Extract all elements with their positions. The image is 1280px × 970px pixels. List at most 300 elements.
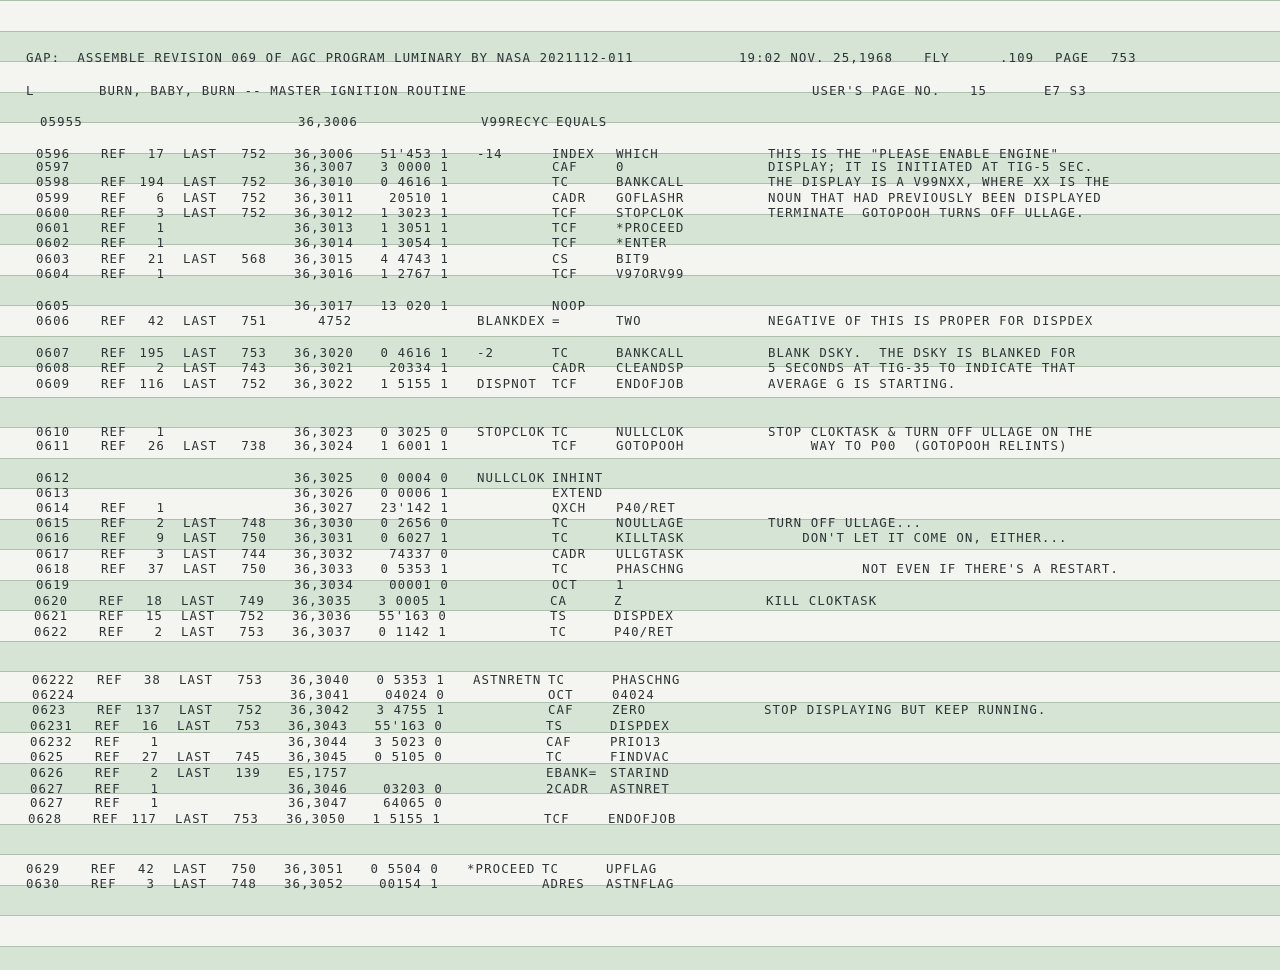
cell-r2: 37 [147, 561, 165, 576]
cell-r4: 738 [241, 438, 267, 453]
cell-r4: 751 [241, 313, 267, 328]
cell-octal: 00001 0 [389, 577, 449, 592]
band-rule [0, 458, 1280, 459]
cell-r1: REF [93, 811, 119, 826]
cell-r2: 2 [154, 624, 163, 639]
cell-r3: LAST [183, 174, 218, 189]
cell-octal: 04024 0 [385, 687, 445, 702]
cell-octal: 0 4616 1 [380, 345, 449, 360]
listing-row [0, 485, 1280, 501]
header-title: GAP: ASSEMBLE REVISION 069 OF AGC PROGRAM LUMINARY BY NASA 2021112-011 [26, 50, 634, 65]
cell-addr: 36,3044 [288, 734, 348, 749]
cell-line: 06232 [30, 734, 73, 749]
cell-r4: 139 [235, 765, 261, 780]
band-rule [0, 0, 1280, 1]
cell-operand: BANKCALL [616, 174, 685, 189]
cell-op: TC [548, 672, 566, 687]
cell-comment: THIS IS THE "PLEASE ENABLE ENGINE" [768, 146, 1060, 161]
cell-addr: 4752 [318, 313, 353, 328]
cell-r3: LAST [183, 205, 218, 220]
cell-op: TC [552, 424, 570, 439]
cell-octal: 3 5023 0 [374, 734, 443, 749]
header-section: L [26, 83, 35, 98]
cell-r2: 1 [150, 781, 159, 796]
cell-r4: 750 [241, 530, 267, 545]
cell-line: 0599 [36, 190, 71, 205]
cell-r3: LAST [183, 360, 218, 375]
cell-r4: 748 [231, 876, 257, 891]
cell-r3: LAST [177, 765, 212, 780]
cell-operand: PHASCHNG [616, 561, 685, 576]
cell-r2: 17 [147, 146, 165, 161]
cell-label: V99RECYC [481, 114, 550, 129]
cell-r2: 116 [139, 376, 165, 391]
cell-r2: 194 [139, 174, 165, 189]
cell-op: = [552, 313, 561, 328]
cell-addr: 36,3036 [292, 608, 352, 623]
cell-op: TC [552, 530, 570, 545]
cell-r4: 748 [241, 515, 267, 530]
listing-row [0, 876, 1280, 892]
cell-op: TS [550, 608, 568, 623]
listing-row [0, 718, 1280, 734]
cell-r1: REF [101, 235, 127, 250]
listing-row [0, 765, 1280, 781]
cell-operand: NOULLAGE [616, 515, 685, 530]
header-mode: FLY [924, 50, 950, 65]
cell-addr: 36,3035 [292, 593, 352, 608]
listing-row [0, 313, 1280, 329]
cell-r1: REF [95, 749, 121, 764]
cell-operand: GOTOPOOH [616, 438, 685, 453]
cell-addr: 36,3024 [294, 438, 354, 453]
cell-r4: 753 [239, 624, 265, 639]
cell-op: TC [552, 515, 570, 530]
cell-addr: 36,3031 [294, 530, 354, 545]
cell-octal: 0 5105 0 [374, 749, 443, 764]
cell-addr: 36,3045 [288, 749, 348, 764]
cell-operand: DISPDEX [614, 608, 674, 623]
cell-r4: 568 [241, 251, 267, 266]
cell-comment: TURN OFF ULLAGE... [768, 515, 923, 530]
cell-octal: 1 2767 1 [380, 266, 449, 281]
cell-r3: LAST [183, 313, 218, 328]
cell-octal: 1 3023 1 [380, 205, 449, 220]
cell-r2: 1 [156, 235, 165, 250]
cell-op: TCF [544, 811, 570, 826]
cell-octal: 1 3051 1 [380, 220, 449, 235]
listing-row [0, 734, 1280, 750]
listing-row [0, 470, 1280, 486]
cell-line: 0598 [36, 174, 71, 189]
cell-octal: 0 6027 1 [380, 530, 449, 545]
cell-r1: REF [101, 220, 127, 235]
cell-r3: LAST [177, 718, 212, 733]
cell-op: TC [550, 624, 568, 639]
listing-row [0, 593, 1280, 609]
cell-r1: REF [99, 593, 125, 608]
band-rule [0, 915, 1280, 916]
listing-row [0, 687, 1280, 703]
cell-addr: 36,3043 [288, 718, 348, 733]
cell-octal: 0 0004 0 [380, 470, 449, 485]
cell-r3: LAST [183, 561, 218, 576]
cell-r2: 6 [156, 190, 165, 205]
listing-row [0, 749, 1280, 765]
cell-r4: 753 [241, 345, 267, 360]
header-user-page-label: USER'S PAGE NO. [812, 83, 941, 98]
cell-op: TCF [552, 235, 578, 250]
cell-line: 06222 [32, 672, 75, 687]
paper-band [0, 397, 1280, 428]
cell-operand: FINDVAC [610, 749, 670, 764]
cell-octal: 3 0000 1 [380, 159, 449, 174]
cell-addr: 36,3033 [294, 561, 354, 576]
cell-r1: REF [101, 438, 127, 453]
cell-addr: 36,3037 [292, 624, 352, 639]
header-line-2 [0, 83, 1280, 99]
cell-label: -2 [477, 345, 495, 360]
cell-op: TC [552, 174, 570, 189]
cell-r1: REF [97, 672, 123, 687]
cell-line: 0627 [30, 781, 65, 796]
cell-r1: REF [95, 765, 121, 780]
listing-row [0, 345, 1280, 361]
cell-addr: 36,3010 [294, 174, 354, 189]
cell-r4: 752 [237, 702, 263, 717]
cell-octal: 23'142 1 [380, 500, 449, 515]
cell-r2: 195 [139, 345, 165, 360]
cell-comment: STOP CLOKTASK & TURN OFF ULLAGE ON THE [768, 424, 1094, 439]
listing-row [0, 608, 1280, 624]
cell-line: 0601 [36, 220, 71, 235]
listing-row [0, 438, 1280, 454]
cell-operand: CLEANDSP [616, 360, 685, 375]
cell-line: 0627 [30, 795, 65, 810]
cell-line: 0625 [30, 749, 65, 764]
cell-comment: DISPLAY; IT IS INITIATED AT TIG-5 SEC. [768, 159, 1094, 174]
cell-operand: KILLTASK [616, 530, 685, 545]
cell-r2: 2 [156, 360, 165, 375]
cell-addr: 36,3052 [284, 876, 344, 891]
cell-r3: LAST [183, 515, 218, 530]
cell-op: TCF [552, 438, 578, 453]
cell-r2: 42 [147, 313, 165, 328]
cell-addr: 36,3041 [290, 687, 350, 702]
header-page-number: 753 [1111, 50, 1137, 65]
cell-addr: 36,3014 [294, 235, 354, 250]
cell-r1: REF [101, 251, 127, 266]
cell-r1: REF [101, 146, 127, 161]
cell-label: -14 [477, 146, 503, 161]
cell-comment: KILL CLOKTASK [766, 593, 878, 608]
cell-r3: LAST [183, 546, 218, 561]
listing-row [0, 515, 1280, 531]
listing-row [0, 205, 1280, 221]
cell-line: 0603 [36, 251, 71, 266]
cell-addr: 36,3047 [288, 795, 348, 810]
cell-octal: 0 5353 1 [380, 561, 449, 576]
cell-addr: 36,3007 [294, 159, 354, 174]
band-rule [0, 946, 1280, 947]
listing-row [0, 220, 1280, 236]
cell-octal: 74337 0 [389, 546, 449, 561]
header-job: .109 [1000, 50, 1035, 65]
cell-label: BLANKDEX [477, 313, 546, 328]
cell-op: ADRES [542, 876, 585, 891]
cell-operand: ASTNFLAG [606, 876, 675, 891]
cell-operand: STARIND [610, 765, 670, 780]
cell-octal: 00154 1 [379, 876, 439, 891]
cell-operand: NULLCLOK [616, 424, 685, 439]
cell-operand: 1 [616, 577, 625, 592]
cell-op: TCF [552, 205, 578, 220]
cell-addr: 36,3027 [294, 500, 354, 515]
listing-row [0, 672, 1280, 688]
listing-row [0, 500, 1280, 516]
cell-r4: 753 [235, 718, 261, 733]
cell-octal: 1 5155 1 [372, 811, 441, 826]
cell-label: DISPNOT [477, 376, 537, 391]
cell-line: 0614 [36, 500, 71, 515]
cell-line: 06224 [32, 687, 75, 702]
cell-comment: AVERAGE G IS STARTING. [768, 376, 957, 391]
cell-r2: 3 [156, 205, 165, 220]
listing-row [0, 251, 1280, 267]
listing-row [0, 811, 1280, 827]
header-timestamp: 19:02 NOV. 25,1968 [739, 50, 894, 65]
cell-line: 0600 [36, 205, 71, 220]
cell-r1: REF [95, 795, 121, 810]
cell-r1: REF [95, 734, 121, 749]
band-rule [0, 854, 1280, 855]
listing-row [0, 795, 1280, 811]
cell-r2: 42 [137, 861, 155, 876]
cell-r3: LAST [183, 345, 218, 360]
cell-op: TC [546, 749, 564, 764]
cell-octal: 1 5155 1 [380, 376, 449, 391]
cell-addr: 36,3026 [294, 485, 354, 500]
cell-line: 0607 [36, 345, 71, 360]
cell-line: 0609 [36, 376, 71, 391]
cell-addr: 36,3032 [294, 546, 354, 561]
cell-r4: 743 [241, 360, 267, 375]
cell-r2: 1 [150, 795, 159, 810]
cell-r3: LAST [173, 876, 208, 891]
cell-r2: 2 [150, 765, 159, 780]
cell-op: INHINT [552, 470, 604, 485]
cell-r1: REF [91, 876, 117, 891]
cell-r1: REF [101, 376, 127, 391]
cell-octal: 13 020 1 [380, 298, 449, 313]
band-rule [0, 336, 1280, 337]
cell-octal: 0 1142 1 [378, 624, 447, 639]
cell-r1: REF [101, 313, 127, 328]
cell-octal: 55'163 0 [374, 718, 443, 733]
cell-r3: LAST [177, 749, 212, 764]
cell-operand: 04024 [612, 687, 655, 702]
cell-line: 0615 [36, 515, 71, 530]
header-page-label: PAGE [1055, 50, 1090, 65]
cell-line: 0604 [36, 266, 71, 281]
listing-row [0, 159, 1280, 175]
cell-operand: *ENTER [616, 235, 668, 250]
cell-r3: LAST [181, 593, 216, 608]
cell-label: ASTNRETN [473, 672, 542, 687]
cell-line: 0610 [36, 424, 71, 439]
cell-operand: DISPDEX [610, 718, 670, 733]
cell-r4: 750 [241, 561, 267, 576]
cell-line: 0606 [36, 313, 71, 328]
cell-addr: 36,3042 [290, 702, 350, 717]
cell-comment: WAY TO P00 (GOTOPOOH RELINTS) [768, 438, 1068, 453]
cell-r2: 117 [131, 811, 157, 826]
cell-line: 0616 [36, 530, 71, 545]
cell-line: 0622 [34, 624, 69, 639]
listing-row [0, 861, 1280, 877]
paper-band [0, 0, 1280, 31]
listing-row [0, 546, 1280, 562]
listing-row [0, 577, 1280, 593]
cell-comment: THE DISPLAY IS A V99NXX, WHERE XX IS THE [768, 174, 1111, 189]
cell-addr: 36,3006 [298, 114, 358, 129]
cell-octal: 3 0005 1 [378, 593, 447, 608]
cell-op: TCF [552, 376, 578, 391]
cell-r3: LAST [173, 861, 208, 876]
listing-row [0, 298, 1280, 314]
cell-operand: ENDOFJOB [616, 376, 685, 391]
cell-r1: REF [99, 624, 125, 639]
cell-r4: 752 [239, 608, 265, 623]
cell-r4: 745 [235, 749, 261, 764]
cell-r1: REF [101, 561, 127, 576]
paper-band [0, 946, 1280, 970]
cell-operand: GOFLASHR [616, 190, 685, 205]
cell-r4: 753 [237, 672, 263, 687]
cell-r2: 27 [141, 749, 159, 764]
cell-r3: LAST [183, 438, 218, 453]
listing-row [0, 190, 1280, 206]
header-code: E7 S3 [1044, 83, 1087, 98]
cell-line: 0628 [28, 811, 63, 826]
cell-op: CADR [552, 190, 587, 205]
band-rule [0, 397, 1280, 398]
cell-r1: REF [101, 205, 127, 220]
cell-line: 0612 [36, 470, 71, 485]
cell-line: 0602 [36, 235, 71, 250]
cell-octal: 0 5353 1 [376, 672, 445, 687]
paper-band [0, 915, 1280, 946]
cell-r2: 1 [156, 220, 165, 235]
cell-r2: 1 [156, 266, 165, 281]
cell-addr: 36,3020 [294, 345, 354, 360]
cell-comment: TERMINATE GOTOPOOH TURNS OFF ULLAGE. [768, 205, 1085, 220]
cell-comment: NOUN THAT HAD PREVIOUSLY BEEN DISPLAYED [768, 190, 1102, 205]
cell-op: CADR [552, 546, 587, 561]
cell-r3: LAST [175, 811, 210, 826]
cell-r1: REF [101, 360, 127, 375]
cell-r3: LAST [179, 702, 214, 717]
cell-label: STOPCLOK [477, 424, 546, 439]
cell-addr: 36,3013 [294, 220, 354, 235]
cell-octal: 3 4755 1 [376, 702, 445, 717]
cell-op: OCT [552, 577, 578, 592]
cell-line: 06231 [30, 718, 73, 733]
cell-operand: PHASCHNG [612, 672, 681, 687]
cell-r2: 18 [145, 593, 163, 608]
cell-octal: 0 2656 0 [380, 515, 449, 530]
cell-addr: 36,3017 [294, 298, 354, 313]
cell-comment: NEGATIVE OF THIS IS PROPER FOR DISPDEX [768, 313, 1094, 328]
band-rule [0, 641, 1280, 642]
cell-r1: REF [99, 608, 125, 623]
cell-octal: 0 3025 0 [380, 424, 449, 439]
cell-r2: 2 [156, 515, 165, 530]
cell-r2: 1 [150, 734, 159, 749]
cell-octal: 20510 1 [389, 190, 449, 205]
cell-r4: 752 [241, 190, 267, 205]
cell-octal: 55'163 0 [378, 608, 447, 623]
cell-operand: 0 [616, 159, 625, 174]
cell-r2: 15 [145, 608, 163, 623]
cell-r3: LAST [181, 608, 216, 623]
cell-label: *PROCEED [467, 861, 536, 876]
cell-r1: REF [101, 500, 127, 515]
cell-operand: *PROCEED [616, 220, 685, 235]
cell-operand: BANKCALL [616, 345, 685, 360]
cell-r4: 752 [241, 205, 267, 220]
cell-r3: LAST [183, 251, 218, 266]
cell-line: 0617 [36, 546, 71, 561]
cell-op: EBANK= [546, 765, 598, 780]
cell-octal: 1 6001 1 [380, 438, 449, 453]
cell-operand: P40/RET [614, 624, 674, 639]
cell-op: TCF [552, 220, 578, 235]
header-user-page-number: 15 [970, 83, 988, 98]
cell-r1: REF [101, 345, 127, 360]
cell-op: TCF [552, 266, 578, 281]
listing-row [0, 561, 1280, 577]
cell-r1: REF [95, 781, 121, 796]
cell-addr: 36,3051 [284, 861, 344, 876]
cell-line: 0630 [26, 876, 61, 891]
cell-r2: 1 [156, 424, 165, 439]
cell-operand: ULLGTASK [616, 546, 685, 561]
cell-addr: 36,3011 [294, 190, 354, 205]
cell-r3: LAST [181, 624, 216, 639]
listing-row [0, 360, 1280, 376]
cell-operand: ZERO [612, 702, 647, 717]
cell-op: TS [546, 718, 564, 733]
cell-comment: NOT EVEN IF THERE'S A RESTART. [768, 561, 1119, 576]
cell-octal: 1 3054 1 [380, 235, 449, 250]
band-rule [0, 31, 1280, 32]
cell-addr: 36,3030 [294, 515, 354, 530]
cell-op: CAF [546, 734, 572, 749]
cell-r4: 744 [241, 546, 267, 561]
cell-op: TC [552, 345, 570, 360]
cell-addr: 36,3016 [294, 266, 354, 281]
cell-operand: WHICH [616, 146, 659, 161]
cell-r1: REF [101, 546, 127, 561]
cell-r3: LAST [183, 146, 218, 161]
cell-comment: BLANK DSKY. THE DSKY IS BLANKED FOR [768, 345, 1077, 360]
cell-op: EXTEND [552, 485, 604, 500]
cell-octal: 64065 0 [383, 795, 443, 810]
cell-line: 0596 [36, 146, 71, 161]
cell-octal: 51'453 1 [380, 146, 449, 161]
cell-operand: V97ORV99 [616, 266, 685, 281]
